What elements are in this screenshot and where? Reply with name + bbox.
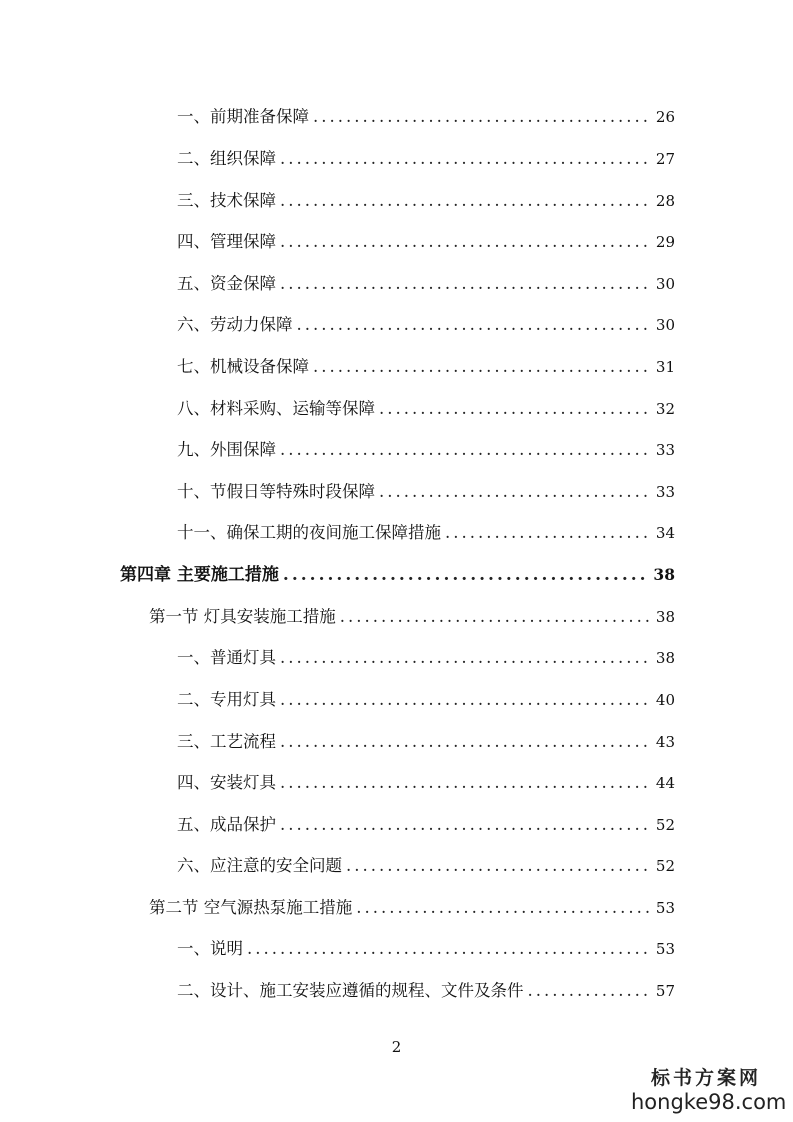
toc-section-entry[interactable]: [149, 605, 675, 629]
toc-entry[interactable]: [177, 438, 675, 462]
toc-entry[interactable]: [177, 313, 675, 337]
toc-entry-title: 四、安装灯具: [177, 773, 276, 792]
toc-leader-dots: [297, 313, 650, 337]
toc-entry-page: 57: [655, 982, 675, 1000]
toc-leader-dots: [280, 813, 650, 837]
toc-leader-dots: [340, 605, 650, 629]
toc-entry-title: 一、说明: [177, 939, 243, 958]
toc-entry-page: 26: [655, 108, 675, 126]
toc-entry-title: 第二节 空气源热泵施工措施: [149, 898, 353, 917]
toc-leader-dots: [280, 438, 650, 462]
toc-entry-title: 九、外围保障: [177, 440, 276, 459]
toc-leader-dots: [280, 230, 650, 254]
toc-leader-dots: [528, 979, 650, 1003]
toc-entry-page: 34: [655, 524, 675, 542]
toc-entry-title: 六、应注意的安全问题: [177, 856, 342, 875]
toc-leader-dots: [280, 646, 650, 670]
toc-chapter-entry[interactable]: [120, 563, 675, 587]
watermark: [631, 1066, 787, 1114]
toc-entry-page: 43: [655, 733, 675, 751]
toc-entry[interactable]: [177, 730, 675, 754]
toc-entry-page: 38: [655, 649, 675, 667]
toc-entry-title: 一、前期准备保障: [177, 107, 309, 126]
toc-leader-dots: [247, 937, 650, 961]
toc-entry-title: 二、设计、施工安装应遵循的规程、文件及条件: [177, 981, 524, 1000]
toc-entry-title: 二、组织保障: [177, 149, 276, 168]
toc-entry-title: 七、机械设备保障: [177, 357, 309, 376]
toc-entry-page: 40: [655, 691, 675, 709]
toc-entry[interactable]: [177, 688, 675, 712]
toc-entry-title: 第一节 灯具安装施工措施: [149, 607, 336, 626]
toc-entry-title: 一、普通灯具: [177, 648, 276, 667]
toc-leader-dots: [356, 896, 650, 920]
toc-entry[interactable]: [177, 147, 675, 171]
toc-entry-page: 29: [655, 233, 675, 251]
toc-entry-page: 33: [655, 483, 675, 501]
toc-entry-page: 27: [655, 150, 675, 168]
toc-entry-page: 28: [655, 192, 675, 210]
toc-entry[interactable]: [177, 771, 675, 795]
toc-section-entry[interactable]: [149, 896, 675, 920]
toc-entry-page: 52: [655, 857, 675, 875]
toc-leader-dots: [313, 105, 650, 129]
toc-entry[interactable]: [177, 397, 675, 421]
toc-entry-page: 38: [653, 565, 675, 584]
toc-entry[interactable]: [177, 272, 675, 296]
toc-entry-title: 五、资金保障: [177, 274, 276, 293]
toc-entry[interactable]: [177, 230, 675, 254]
toc-entry-page: 52: [655, 816, 675, 834]
toc-entry[interactable]: [177, 646, 675, 670]
toc-entry-page: 38: [655, 608, 675, 626]
toc-leader-dots: [445, 521, 650, 545]
watermark-chinese: 标书方案网: [650, 1067, 761, 1089]
toc-entry[interactable]: [177, 813, 675, 837]
toc-leader-dots: [379, 480, 650, 504]
toc-entry[interactable]: [177, 480, 675, 504]
toc-leader-dots: [280, 189, 650, 213]
toc-leader-dots: [280, 272, 650, 296]
toc-entry-page: 33: [655, 441, 675, 459]
toc-entry-page: 44: [655, 774, 675, 792]
toc-leader-dots: [346, 854, 650, 878]
watermark-url: hongke98.com: [631, 1090, 787, 1114]
toc-leader-dots: [280, 688, 650, 712]
toc-entry-title: 第四章 主要施工措施: [120, 565, 279, 585]
toc-entry-page: 30: [655, 316, 675, 334]
toc-entry-title: 八、材料采购、运输等保障: [177, 399, 375, 418]
toc-entry[interactable]: [177, 979, 675, 1003]
toc-entry-title: 三、技术保障: [177, 191, 276, 210]
toc-entry-title: 六、劳动力保障: [177, 315, 293, 334]
toc-leader-dots: [280, 147, 650, 171]
toc-entry-page: 30: [655, 275, 675, 293]
toc-entry-title: 二、专用灯具: [177, 690, 276, 709]
toc-entry-title: 十一、确保工期的夜间施工保障措施: [177, 523, 441, 542]
toc-entry[interactable]: [177, 521, 675, 545]
toc-leader-dots: [280, 730, 650, 754]
toc-entry-page: 31: [655, 358, 675, 376]
toc-entry[interactable]: [177, 105, 675, 129]
toc-entry-title: 五、成品保护: [177, 815, 276, 834]
toc-entry-title: 四、管理保障: [177, 232, 276, 251]
toc-entry-title: 十、节假日等特殊时段保障: [177, 482, 375, 501]
toc-leader-dots: [313, 355, 650, 379]
toc-leader-dots: [283, 563, 648, 587]
toc-entry-title: 三、工艺流程: [177, 732, 276, 751]
toc-leader-dots: [280, 771, 650, 795]
toc-entry-page: 53: [655, 899, 675, 917]
toc-entry-page: 53: [655, 940, 675, 958]
toc-entry[interactable]: [177, 854, 675, 878]
toc-entry[interactable]: [177, 937, 675, 961]
toc-entry-page: 32: [655, 400, 675, 418]
toc-leader-dots: [379, 397, 650, 421]
toc-entry[interactable]: [177, 189, 675, 213]
toc-entry[interactable]: [177, 355, 675, 379]
page-number: 2: [391, 1038, 402, 1056]
